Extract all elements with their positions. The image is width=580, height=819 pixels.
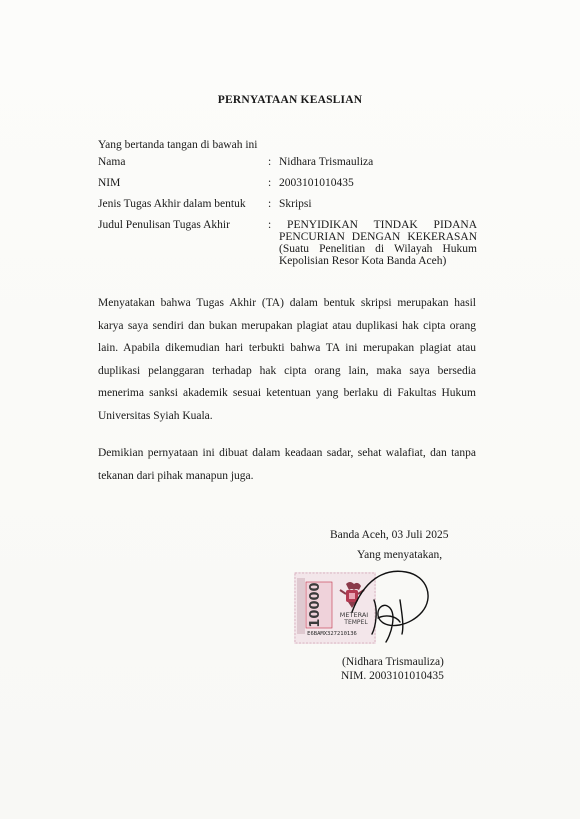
- signer-nim: NIM. 2003101010435: [341, 670, 444, 682]
- handwritten-signature: [344, 560, 444, 652]
- field-value-nama: Nidhara Trismauliza: [279, 156, 374, 168]
- field-label-jenis: Jenis Tugas Akhir dalam bentuk: [98, 198, 246, 210]
- signature-role: Yang menyatakan,: [357, 549, 443, 561]
- judul-line: Kepolisian Resor Kota Banda Aceh): [279, 255, 447, 267]
- signer-name: (Nidhara Trismauliza): [342, 656, 444, 668]
- page-title: PERNYATAAN KEASLIAN: [217, 94, 363, 106]
- statement-paragraph: Menyatakan bahwa Tugas Akhir (TA) dalam bentuk skripsi merupakan hasil karya saya sendiri dan bukan merupakan plagiat atau duplikasi hak cipta orang lain. Apabila dikemudian hari terbukti bahwa TA ini merupakan plagiat atau duplikasi pelanggaran terhadap hak cipta orang lain, maka saya bersedia menerima sanksi akademik sesuai ketentuan yang berlaku di Fakultas Hukum Universitas Syiah Kuala.: [98, 297, 476, 422]
- intro-text: Yang bertanda tangan di bawah ini: [98, 139, 258, 151]
- stamp-text-top: METERAI: [339, 611, 369, 619]
- field-colon: :: [268, 156, 272, 168]
- field-value-jenis: Skripsi: [279, 198, 312, 210]
- field-value-judul: [268, 219, 477, 267]
- field-label-nama: Nama: [98, 156, 126, 168]
- field-value-nim: 2003101010435: [279, 177, 354, 189]
- stamp-text-mid: TEMPEL: [344, 619, 368, 626]
- field-label-nim: NIM: [98, 177, 121, 189]
- field-colon: :: [268, 198, 272, 210]
- place-date: Banda Aceh, 03 Juli 2025: [330, 529, 449, 541]
- judul-line: : PENYIDIKAN TINDAK PIDANA: [268, 219, 477, 231]
- closing-paragraph: Demikian pernyataan ini dibuat dalam keadaan sadar, sehat walafiat, dan tanpa tekanan dari pihak manapun juga.: [98, 447, 476, 482]
- stamp-value: 10000: [308, 582, 323, 628]
- judul-line: (Suatu Penelitian di Wilayah Hukum: [279, 243, 477, 255]
- field-label-judul: Judul Penulisan Tugas Akhir: [98, 219, 230, 231]
- stamp-serial: E6BAMX327210136: [307, 631, 357, 637]
- judul-line: PENCURIAN DENGAN KEKERASAN: [279, 231, 477, 243]
- field-colon: :: [268, 177, 272, 189]
